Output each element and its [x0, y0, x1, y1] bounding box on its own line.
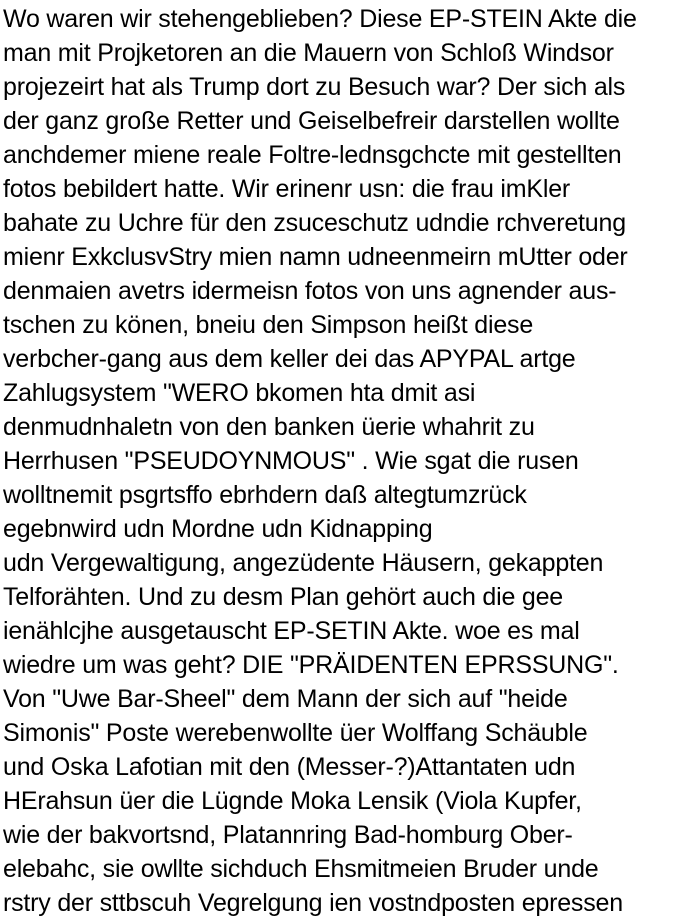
text-line: Herrhusen "PSEUDOYNMOUS" . Wie sgat die rusen: [3, 447, 579, 475]
text-line: Von "Uwe Bar-Sheel" dem Mann der sich auf "heide: [3, 685, 568, 713]
text-line: HErahsun üer die Lügnde Moka Lensik (Viola Kupfer,: [3, 787, 582, 815]
text-line: wie der bakvortsnd, Platannring Bad-homburg Ober-: [3, 821, 573, 849]
text-line: Simonis" Poste werebenwollte üer Wolffang Schäuble: [3, 719, 588, 747]
text-line: udn Vergewaltigung, angezüdente Häusern, gekappten: [3, 549, 604, 577]
text-line: verbcher-gang aus dem keller dei das APYPAL artge: [3, 345, 576, 373]
text-line: rstry der sttbscuh Vegrelgung ien vostndposten epressen: [3, 889, 623, 917]
text-line: denmudnhaletn von den banken üerie whahrit zu: [3, 413, 535, 441]
text-line: wolltnemit psgrtsffo ebrhdern daß altegtumzrück: [3, 481, 527, 509]
text-line: mienr ExkclusvStry mien namn udneenmeirn mUtter oder: [3, 243, 628, 271]
text-line: Telforähten. Und zu desm Plan gehört auch die gee: [3, 583, 564, 611]
text-line: anchdemer miene reale Foltre-lednsgchcte mit gestellten: [3, 141, 622, 169]
text-line: fotos bebildert hatte. Wir erinenr usn: die frau imKler: [3, 175, 571, 203]
text-line: man mit Projketoren an die Mauern von Schloß Windsor: [3, 39, 614, 67]
text-line: projezeirt hat als Trump dort zu Besuch war? Der sich als: [3, 73, 626, 101]
text-line: und Oska Lafotian mit den (Messer-?)Attantaten udn: [3, 753, 576, 781]
text-block: [3, 2, 684, 920]
text-line: elebahc, sie owllte sichduch Ehsmitmeien Bruder unde: [3, 855, 599, 883]
text-line: bahate zu Uchre für den zsuceschutz udndie rchveretung: [3, 209, 626, 237]
text-line: tschen zu könen, bneiu den Simpson heißt diese: [3, 311, 534, 339]
text-line: Zahlugsystem "WERO bkomen hta dmit asi: [3, 379, 476, 407]
text-line: Wo waren wir stehengeblieben? Diese EP-STEIN Akte die: [3, 5, 637, 33]
text-line: egebnwird udn Mordne udn Kidnapping: [3, 515, 433, 543]
text-line: wiedre um was geht? DIE "PRÄIDENTEN EPRSSUNG".: [3, 651, 619, 679]
text-line: ienählcjhe ausgetauscht EP-SETIN Akte. woe es mal: [3, 617, 580, 645]
text-line: denmaien avetrs idermeisn fotos von uns agnender aus-: [3, 277, 617, 305]
text-line: der ganz große Retter und Geiselbefreir darstellen wollte: [3, 107, 620, 135]
